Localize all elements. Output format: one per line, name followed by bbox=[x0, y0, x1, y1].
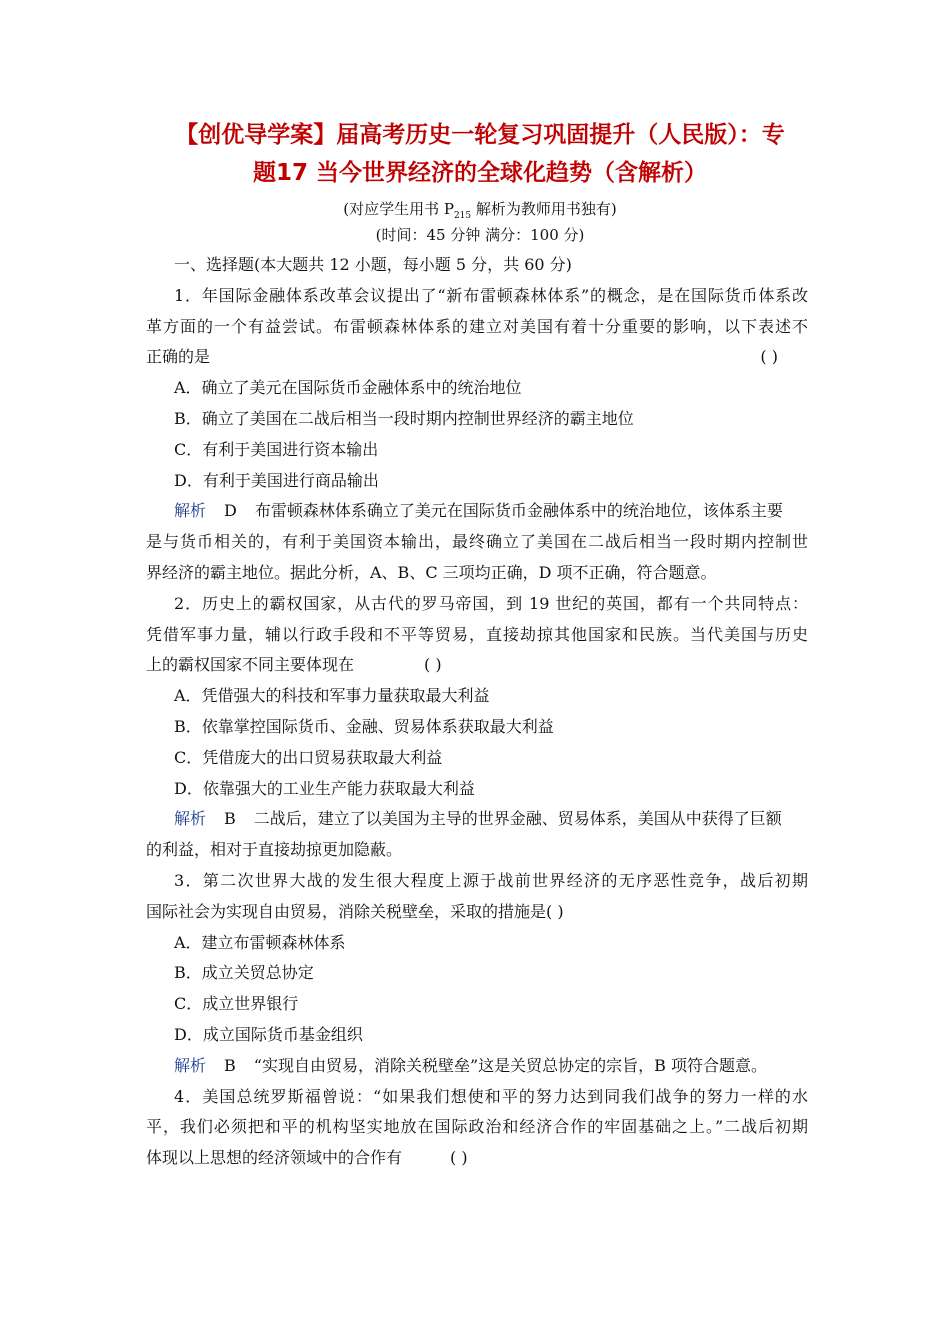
question-3-line-1: 3．第二次世界大战的发生很大程度上源于战前世界经济的无序恶性竞争，战后初期 bbox=[174, 870, 808, 890]
question-1-answer: D bbox=[224, 501, 237, 521]
reference-suffix: 解析为教师用书独有) bbox=[471, 200, 617, 218]
question-1-line-2: 革方面的一个有益尝试。布雷顿森林体系的建立对美国有着十分重要的影响，以下表述不 bbox=[146, 316, 808, 336]
question-3-answer: B bbox=[224, 1055, 236, 1075]
question-2-analysis-line-1 bbox=[146, 804, 808, 835]
question-4-line-3 bbox=[146, 1143, 808, 1174]
document-title-line-2: 题17 当今世界经济的全球化趋势（含解析） bbox=[252, 160, 707, 186]
question-2-answer: B bbox=[224, 809, 236, 829]
analysis-label: 解析 bbox=[174, 501, 207, 521]
question-1-option-d: D．有利于美国进行商品输出 bbox=[174, 470, 379, 490]
time-score-note: (时间：45 分钟 满分：100 分) bbox=[375, 226, 585, 244]
question-1-analysis-line-1 bbox=[146, 496, 808, 527]
question-2-analysis-text: 二战后，建立了以美国为主导的世界金融、贸易体系，美国从中获得了巨额 bbox=[253, 809, 782, 829]
reference-prefix: (对应学生用书 P bbox=[343, 200, 454, 218]
analysis-label: 解析 bbox=[174, 1055, 207, 1075]
question-1-option-b: B．确立了美国在二战后相当一段时期内控制世界经济的霸主地位 bbox=[174, 408, 634, 428]
question-1-text: 正确的是 bbox=[146, 347, 211, 367]
answer-blank: ( ) bbox=[424, 655, 442, 675]
question-2-option-b: B．依靠掌控国际货币、金融、贸易体系获取最大利益 bbox=[174, 716, 554, 736]
answer-blank: ( ) bbox=[450, 1148, 468, 1168]
question-2-text: 上的霸权国家不同主要体现在 bbox=[146, 655, 355, 675]
question-3-option-a: A．建立布雷顿森林体系 bbox=[174, 932, 346, 952]
question-2-option-c: C．凭借庞大的出口贸易获取最大利益 bbox=[174, 747, 443, 767]
reference-note bbox=[150, 198, 810, 227]
question-3-option-c: C．成立世界银行 bbox=[174, 994, 299, 1014]
question-4-text: 体现以上思想的经济领域中的合作有 bbox=[146, 1148, 403, 1168]
question-1-analysis-text: 布雷顿森林体系确立了美元在国际货币金融体系中的统治地位，该体系主要 bbox=[254, 501, 783, 521]
question-1-option-c: C．有利于美国进行资本输出 bbox=[174, 439, 379, 459]
reference-page: 215 bbox=[453, 211, 472, 221]
question-3-line-2: 国际社会为实现自由贸易，消除关税壁垒，采取的措施是( ) bbox=[146, 901, 564, 921]
question-2-option-a: A．凭借强大的科技和军事力量获取最大利益 bbox=[174, 686, 490, 706]
section-heading: 一、选择题(本大题共 12 小题，每小题 5 分，共 60 分) bbox=[174, 255, 572, 274]
question-2-line-1: 2．历史上的霸权国家，从古代的罗马帝国，到 19 世纪的英国，都有一个共同特点： bbox=[174, 593, 808, 613]
document-body bbox=[146, 250, 808, 1174]
question-1-line-3 bbox=[146, 342, 808, 373]
question-4-line-2: 平，我们必须把和平的机构坚实地放在国际政治和经济合作的牢固基础之上。”二战后初期 bbox=[146, 1117, 808, 1137]
document-title-line-1: 【创优导学案】届高考历史一轮复习巩固提升（人民版）：专 bbox=[175, 122, 785, 148]
question-2-option-d: D．依靠强大的工业生产能力获取最大利益 bbox=[174, 778, 475, 798]
question-1-option-a: A．确立了美元在国际货币金融体系中的统治地位 bbox=[174, 378, 522, 398]
question-1-line-1: 1．年国际金融体系改革会议提出了“新布雷顿森林体系”的概念，是在国际货币体系改 bbox=[174, 285, 808, 305]
question-4-line-1: 4．美国总统罗斯福曾说：“如果我们想使和平的努力达到同我们战争的努力一样的水 bbox=[174, 1086, 808, 1106]
question-1-analysis-line-2: 是与货币相关的，有利于美国资本输出，最终确立了美国在二战后相当一段时期内控制世 bbox=[146, 532, 808, 552]
question-3-option-b: B．成立关贸总协定 bbox=[174, 963, 314, 983]
answer-blank: ( ) bbox=[760, 347, 778, 367]
question-2-line-3 bbox=[146, 650, 808, 681]
question-3-analysis-text: “实现自由贸易，消除关税壁垒”这是关贸总协定的宗旨，B 项符合题意。 bbox=[253, 1055, 767, 1075]
question-2-line-2: 凭借军事力量，辅以行政手段和不平等贸易，直接劫掠其他国家和民族。当代美国与历史 bbox=[146, 624, 808, 644]
question-3-option-d: D．成立国际货币基金组织 bbox=[174, 1024, 363, 1044]
question-2-analysis-line-2: 的利益，相对于直接劫掠更加隐蔽。 bbox=[146, 840, 403, 860]
question-3-analysis-line-1 bbox=[146, 1051, 808, 1082]
question-1-analysis-line-3: 界经济的霸主地位。据此分析，A、B、C 三项均正确，D 项不正确，符合题意。 bbox=[146, 562, 717, 582]
analysis-label: 解析 bbox=[174, 809, 207, 829]
